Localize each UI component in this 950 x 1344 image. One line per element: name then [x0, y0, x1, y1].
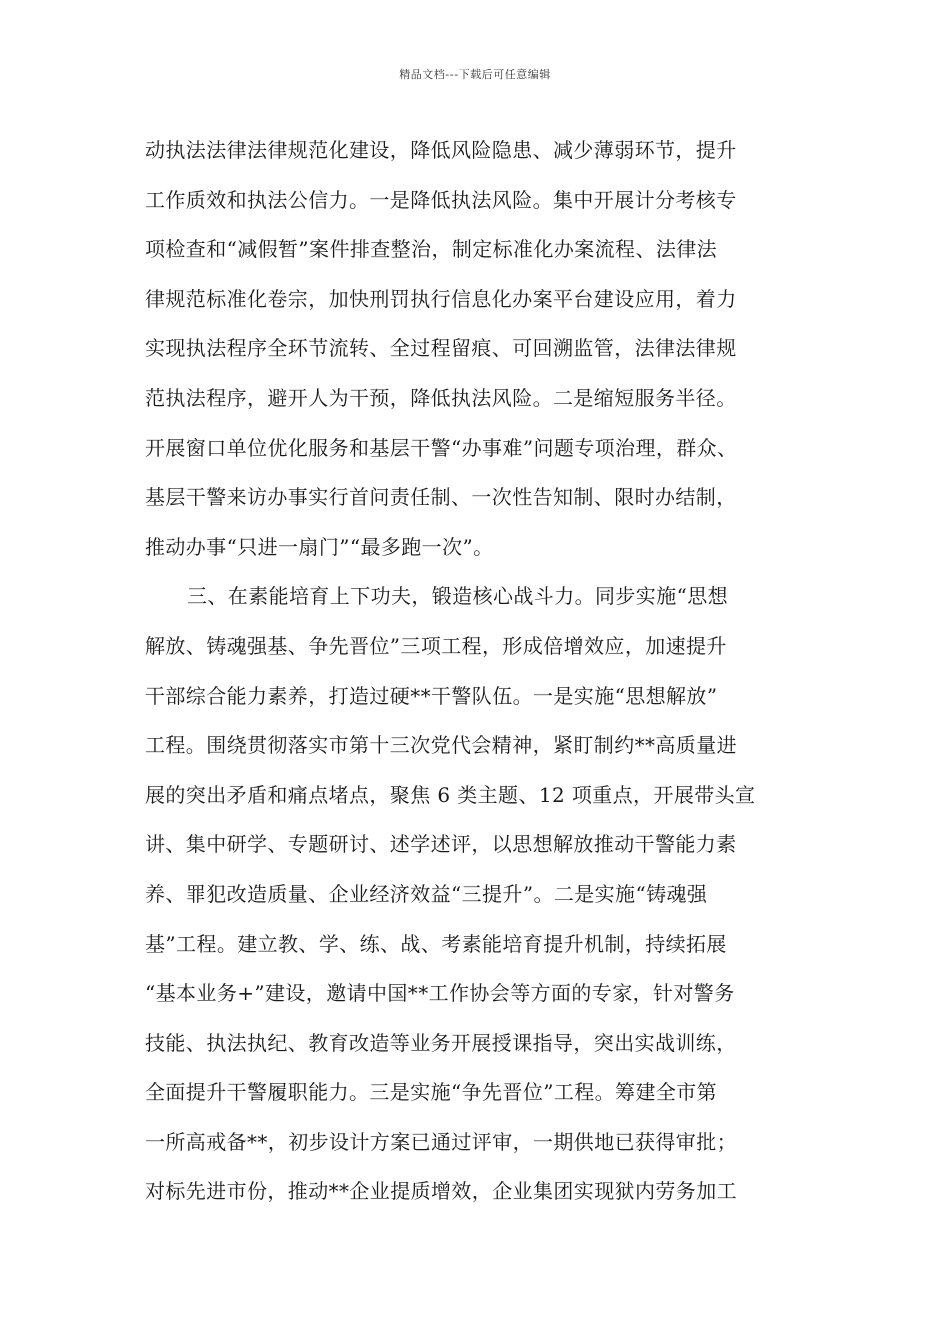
- text-line: 动执法法律法律规范化建设，降低风险隐患、减少薄弱环节，提升: [145, 138, 737, 162]
- text-line: 基”工程。建立教、学、练、战、考素能培育提升机制，持续拓展: [145, 931, 727, 956]
- text-line: 工作质效和执法公信力。一是降低执法风险。集中开展计分考核专: [145, 187, 737, 212]
- text-line: 全面提升干警履职能力。三是实施“争先晋位”工程。筹建全市第: [145, 1080, 718, 1105]
- text-line: 实现执法程序全环节流转、全过程留痕、可回溯监管，法律法律规: [145, 336, 737, 361]
- paragraph-start-line: 三、在素能培育上下功夫，锻造核心战斗力。同步实施“思想: [187, 584, 729, 609]
- body-text: [145, 126, 827, 1217]
- text-line: 开展窗口单位优化服务和基层干警“办事难”问题专项治理，群众、: [145, 435, 738, 460]
- text-line: 养、罪犯改造质量、企业经济效益“三提升”。二是实施“铸魂强: [145, 881, 708, 906]
- text-line: “基本业务+”建设，邀请中国**工作协会等方面的专家，针对警务: [145, 981, 735, 1006]
- text-line: 干部综合能力素养，打造过硬**干警队伍。一是实施“思想解放”: [145, 683, 718, 708]
- text-line: 讲、集中研学、专题研讨、述学述评，以思想解放推动干警能力素: [145, 832, 737, 857]
- text-line: 项检查和“减假暂”案件排查整治，制定标准化办案流程、法律法: [145, 237, 718, 262]
- text-line: 律规范标准化卷宗，加快刑罚执行信息化办案平台建设应用，着力: [145, 286, 737, 311]
- page-header: 精品文档---下载后可任意编辑: [399, 68, 551, 81]
- text-line: 解放、铸魂强基、争先晋位”三项工程，形成倍增效应，加速提升: [145, 633, 727, 658]
- text-line: 工程。围绕贯彻落实市第十三次党代会精神，紧盯制约**高质量进: [145, 733, 737, 758]
- text-line: 展的突出矛盾和痛点堵点，聚焦 6 类主题、12 项重点，开展带头宣: [145, 782, 756, 807]
- text-line: 范执法程序，避开人为干预，降低执法风险。二是缩短服务半径。: [145, 385, 737, 410]
- text-line: 基层干警来访办事实行首问责任制、一次性告知制、限时办结制，: [145, 485, 737, 510]
- text-line: 技能、执法执纪、教育改造等业务开展授课指导，突出实战训练，: [145, 1030, 737, 1055]
- text-line: 对标先进市份，推动**企业提质增效，企业集团实现狱内劳务加工: [145, 1179, 737, 1204]
- text-line: 推动办事“只进一扇门”“最多跑一次”。: [145, 534, 494, 559]
- text-line: 一所高戒备**，初步设计方案已通过评审，一期供地已获得审批；: [145, 1129, 737, 1154]
